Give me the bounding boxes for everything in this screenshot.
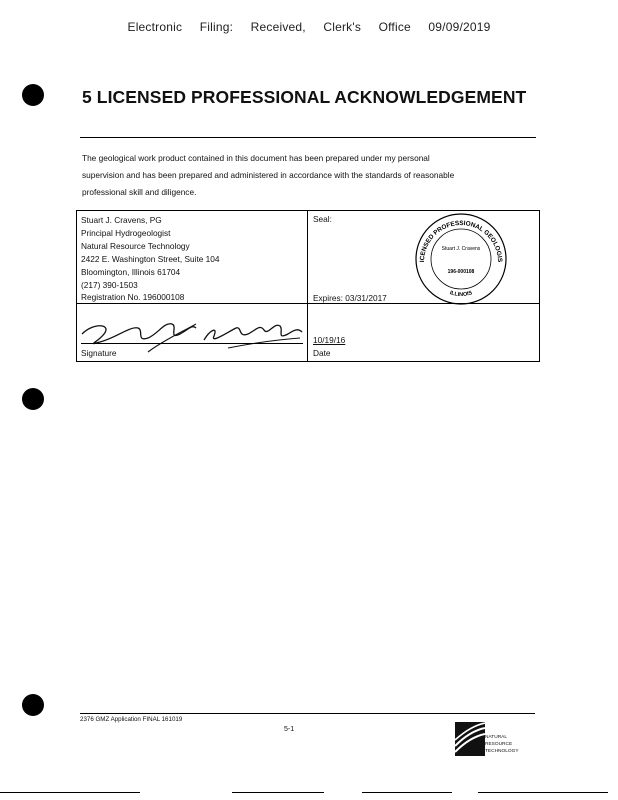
footer-rule	[80, 713, 535, 714]
seal-label: Seal:	[313, 214, 332, 224]
binder-hole-middle	[22, 388, 44, 410]
section-title: 5 LICENSED PROFESSIONAL ACKNOWLEDGEMENT	[82, 87, 527, 107]
signature-label: Signature	[81, 348, 117, 358]
professional-street: 2422 E. Washington Street, Suite 104	[81, 253, 220, 264]
binder-hole-top	[22, 84, 44, 106]
binder-hole-bottom	[22, 694, 44, 716]
acknowledgement-statement	[82, 150, 522, 201]
professional-name: Stuart J. Cravens, PG	[81, 215, 162, 225]
statement-line-3: professional skill and diligence.	[82, 187, 197, 197]
date-label: Date	[313, 348, 331, 358]
professional-position: Principal Hydrogeologist	[81, 227, 171, 238]
svg-text:LICENSED PROFESSIONAL GEOLOGIS	[410, 212, 503, 263]
seal-state: ILLINOIS	[448, 290, 474, 299]
seal-expiration: Expires: 03/31/2017	[313, 293, 387, 303]
scan-edge-line-2	[232, 792, 324, 793]
scan-edge-line-3	[362, 792, 452, 793]
geologist-seal	[410, 212, 512, 306]
page-number: 5-1	[284, 726, 295, 733]
signature-date: 10/19/16	[313, 335, 346, 345]
company-logo-text	[485, 734, 519, 755]
company-logo-icon	[455, 722, 485, 756]
professional-company: Natural Resource Technology	[81, 240, 190, 251]
title-rule	[80, 137, 536, 138]
filing-header: Electronic Filing: Received, Clerk's Office 09/09/2019	[127, 20, 491, 34]
logo-line-3: TECHNOLOGY	[485, 749, 519, 754]
statement-line-2: supervision and has been prepared and administered in accordance with the standards of reasonable	[82, 170, 455, 180]
footer-document-name: 2376 GMZ Application FINAL 161019	[80, 716, 183, 723]
scan-edge-line-4	[478, 792, 608, 793]
professional-city: Bloomington, Illinois 61704	[81, 266, 181, 277]
scan-edge-line-1	[0, 792, 140, 793]
seal-number: 196-000108	[447, 269, 475, 275]
professional-registration: Registration No. 196000108	[81, 292, 185, 303]
signature-line	[81, 343, 303, 344]
seal-ring-text: ICENSED PROFESSIONAL GEOLOGIS	[418, 219, 504, 263]
logo-line-2: RESOURCE	[485, 742, 513, 747]
svg-text:ILLINOIS	[449, 290, 473, 298]
professional-info	[81, 214, 220, 304]
statement-line-1: The geological work product contained in this document has been prepared under my personal	[82, 153, 430, 163]
seal-name: Stuart J. Cravens	[441, 246, 481, 252]
logo-line-1: NATURAL	[485, 735, 508, 740]
professional-phone: (217) 390-1503	[81, 279, 138, 290]
